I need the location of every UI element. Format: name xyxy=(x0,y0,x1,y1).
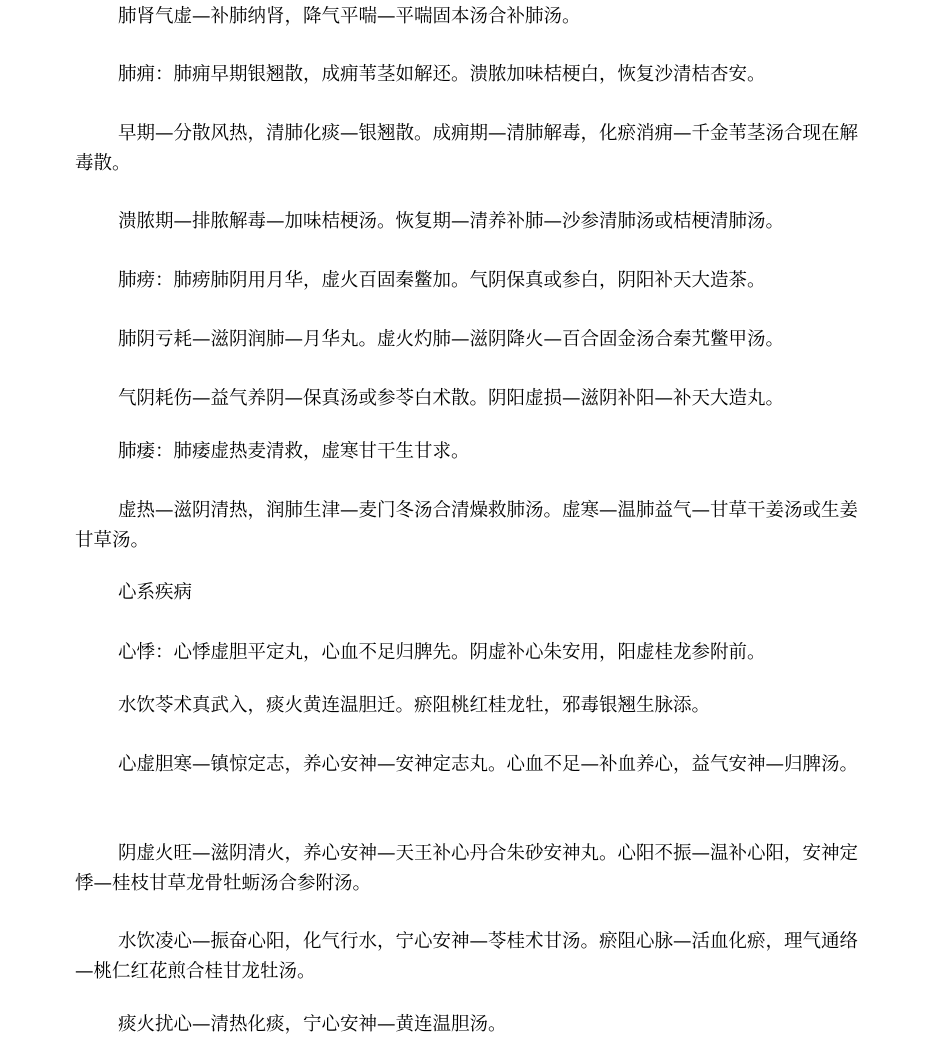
paragraph-qi-yin-damage: 气阴耗伤—益气养阴—保真汤或参苓白术散。阴阳虚损—滋阴补阳—补天大造丸。 xyxy=(118,388,785,409)
paragraph-lung-atrophy-types: 虚热—滋阴清热，润肺生津—麦门冬汤合清燥救肺汤。虚寒—温肺益气—甘草干姜汤或生姜甘草汤。 xyxy=(75,500,859,551)
paragraph-water-retention-heart: 水饮凌心—振奋心阳，化气行水，宁心安神—苓桂术甘汤。瘀阻心脉—活血化瘀，理气通络—桃仁红花煎合桂甘龙牡汤。 xyxy=(75,931,859,982)
section-heading-heart-diseases: 心系疾病 xyxy=(118,582,193,603)
paragraph-lung-kidney-qi-deficiency: 肺肾气虚—补肺纳肾，降气平喘—平喘固本汤合补肺汤。 xyxy=(118,6,581,27)
paragraph-lung-atrophy-verse: 肺痿：肺痿虚热麦清救，虚寒甘干生甘求。 xyxy=(118,441,470,462)
paragraph-heart-deficiency-types: 心虚胆寒—镇惊定志，养心安神—安神定志丸。心血不足—补血养心，益气安神—归脾汤。 xyxy=(118,754,859,775)
paragraph-lung-abscess-ulceration: 溃脓期—排脓解毒—加味桔梗汤。恢复期—清养补肺—沙参清肺汤或桔梗清肺汤。 xyxy=(118,211,785,232)
paragraph-yin-deficiency-fire: 阴虚火旺—滋阴清火，养心安神—天王补心丹合朱砂安神丸。心阳不振—温补心阳，安神定悸—桂枝甘草龙骨牡蛎汤合参附汤。 xyxy=(75,843,859,894)
paragraph-lung-abscess-early: 早期—分散风热，清肺化痰—银翘散。成痈期—清肺解毒，化瘀消痈—千金苇茎汤合现在解毒散。 xyxy=(75,123,859,174)
paragraph-phlegm-fire-heart: 痰火扰心—清热化痰，宁心安神—黄连温胆汤。 xyxy=(118,1014,507,1035)
paragraph-lung-abscess-verse: 肺痈：肺痈早期银翘散，成痈苇茎如解还。溃脓加味桔梗白，恢复沙清桔杏安。 xyxy=(118,64,766,85)
paragraph-consumption-verse: 肺痨：肺痨肺阴用月华，虚火百固秦鳖加。气阴保真或参白，阴阳补天大造茶。 xyxy=(118,270,766,291)
paragraph-palpitation-verse: 心悸：心悸虚胆平定丸，心血不足归脾先。阴虚补心朱安用，阳虚桂龙参附前。 xyxy=(118,642,766,663)
paragraph-lung-yin-depletion: 肺阴亏耗—滋阴润肺—月华丸。虚火灼肺—滋阴降火—百合固金汤合秦艽鳖甲汤。 xyxy=(118,329,785,350)
paragraph-palpitation-verse-2: 水饮苓术真武入，痰火黄连温胆迁。瘀阻桃红桂龙牡，邪毒银翘生脉添。 xyxy=(118,695,711,716)
